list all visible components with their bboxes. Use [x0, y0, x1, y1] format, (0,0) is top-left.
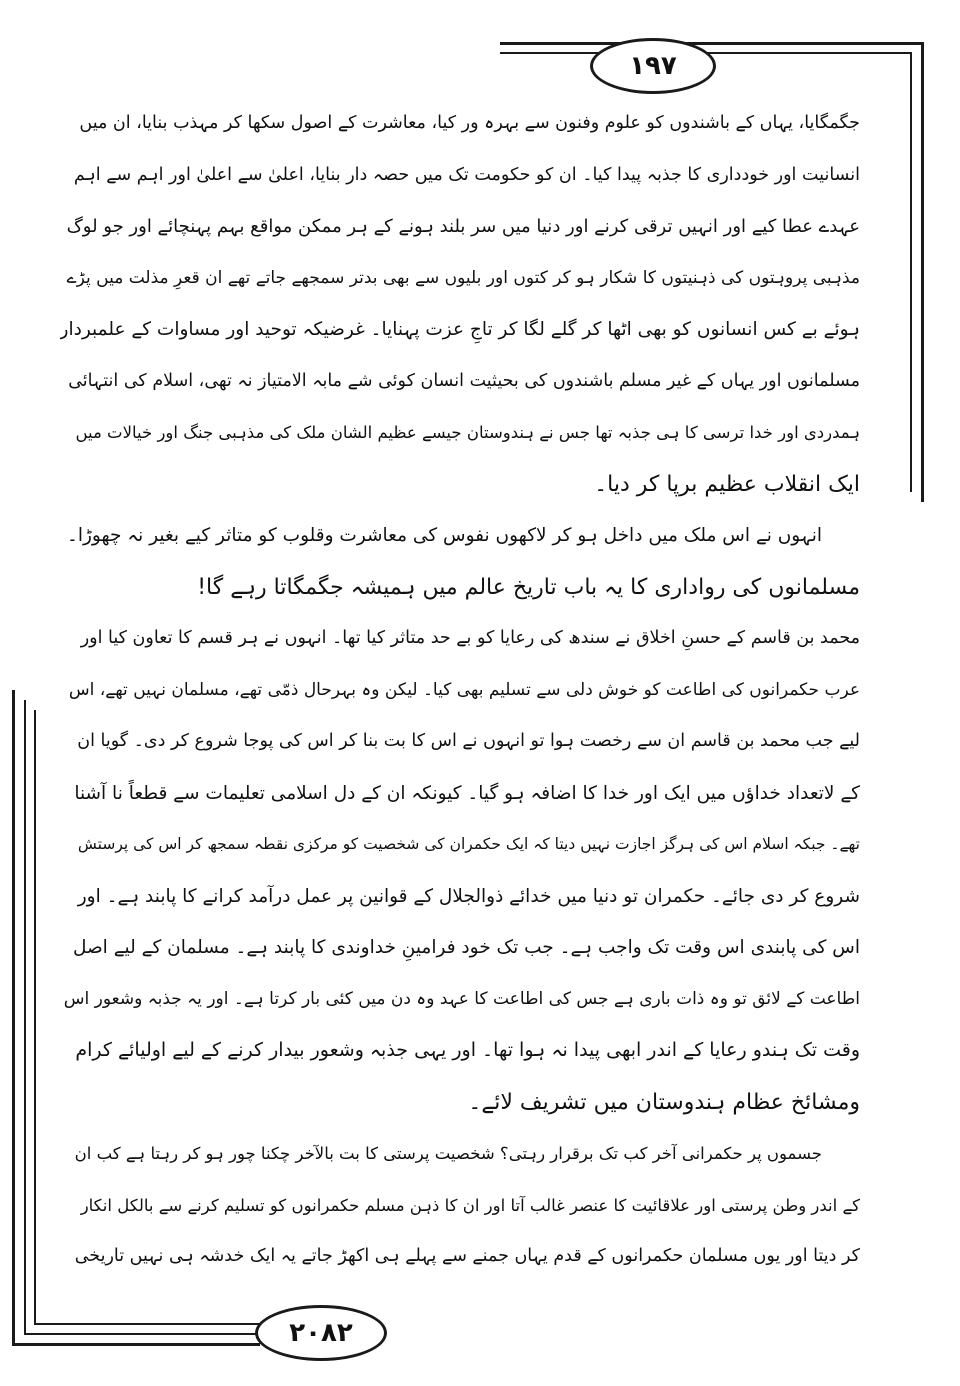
text-line: کے اندر وطن پرستی اور علاقائیت کا عنصر غالب آتا اور ان کا ذہن مسلم حکمرانوں کو تسلیم کرنے سے بالکل انکار — [80, 1195, 860, 1215]
bottom-border-rule-outer — [12, 1343, 260, 1346]
bottom-border-rule-third — [34, 1323, 260, 1325]
text-line: ایک انقلاب عظیم برپا کر دیا۔ — [594, 471, 860, 497]
right-border-rule-inner — [910, 52, 912, 492]
left-border-rule-inner — [24, 700, 26, 1335]
text-line: مسلمانوں اور یہاں کے غیر مسلم باشندوں کی بحیثیت انسان کوئی شے مابہ الامتیاز نہ تھی، اسلام کی انتہائی — [68, 370, 860, 391]
text-line: وقت تک ہندو رعایا کے اندر ابھی پیدا نہ ہوا تھا۔ اور یہی جذبہ وشعور بیدار کرنے کے لیے اولیائے کرام — [75, 1039, 860, 1061]
text-line: کر دیتا اور یوں مسلمان حکمرانوں کے قدم یہاں جمنے سے پہلے ہی اکھڑ جاتے یہ ایک خدشہ ہی نہیں تاریخی — [74, 1246, 860, 1266]
text-line: کے لاتعداد خداؤں میں ایک اور خدا کا اضافہ ہو گیا۔ کیونکہ ان کے دل اسلامی تعلیمات سے قطعاً نا آشنا — [74, 782, 860, 804]
text-line: ہوئے بے کس انسانوں کو بھی اٹھا کر گلے لگا کر تاجِ عزت پہنایا۔ غرضیکہ توحید اور مساوات کے علمبردار — [60, 319, 860, 340]
text-line: جسموں پر حکمرانی آخر کب تک برقرار رہتی؟ شخصیت پرستی کا بت بالآخر چکنا چور ہو کر رہتا ہے کب ان — [74, 1144, 822, 1163]
text-line: انسانیت اور خودداری کا جذبہ پیدا کیا۔ ان کو حکومت تک میں حصہ دار بنایا، اعلیٰ سے اعلیٰ اور اہم سے اہم — [73, 164, 860, 185]
header-page-number — [590, 38, 716, 94]
footer-page-number — [255, 1305, 387, 1361]
text-line: شروع کر دی جائے۔ حکمران تو دنیا میں خدائے ذوالجلال کے قوانین پر عمل درآمد کرانے کا پابند ہے۔ اور — [77, 885, 860, 907]
footer-page-number-text: ۲۰۸۲ — [289, 1318, 353, 1348]
text-line: انہوں نے اس ملک میں داخل ہو کر لاکھوں نفوس کی معاشرت وقلوب کو متاثر کیے بغیر نہ چھوڑا۔ — [67, 525, 822, 546]
header-page-number-text: ۱۹۷ — [629, 51, 677, 81]
text-line: تھے۔ جبکہ اسلام اس کی ہرگز اجازت نہیں دیتا کہ ایک حکمران کی شخصیت کو مرکزی نقطہ سمجھ کر اس کی پرستش — [77, 835, 860, 853]
right-border-rule-outer — [921, 42, 924, 502]
text-line: لیے جب محمد بن قاسم ان سے رخصت ہوا تو انہوں نے اس کا بت بنا کر اس کی پوجا شروع کر دی۔ گویا ان — [77, 731, 860, 751]
text-line: عرب حکمرانوں کی اطاعت کو خوش دلی سے تسلیم بھی کیا۔ لیکن وہ بہرحال ذمّی تھے، مسلمان نہیں تھے، اس — [68, 679, 860, 700]
left-border-rule-third — [34, 710, 36, 1325]
text-line: اس کی پابندی اس وقت تک واجب ہے۔ جب تک خود فرامینِ خداوندی کا پابند ہے۔ مسلمان کے لیے اصل — [72, 937, 860, 958]
text-line: اطاعت کے لائق تو وہ ذات باری ہے جس کی اطاعت کا عہد وہ دن میں کئی بار کرتا ہے۔ اور یہ جذبہ وشعور اس — [63, 988, 860, 1009]
text-line: ہمدردی اور خدا ترسی کا ہی جذبہ تھا جس نے ہندوستان جیسے عظیم الشان ملک کی مذہبی جنگ اور خیالات میں — [75, 423, 860, 442]
text-line: مسلمانوں کی رواداری کا یہ باب تاریخ عالم میں ہمیشہ جگمگاتا رہے گا! — [197, 574, 860, 600]
left-border-rule-outer — [12, 690, 15, 1345]
top-border-rule-outer — [500, 42, 923, 45]
text-line: ومشائخ عظام ہندوستان میں تشریف لائے۔ — [468, 1089, 860, 1115]
text-line: عہدے عطا کیے اور انہیں ترقی کرنے اور دنیا میں سر بلند ہونے کے ہر ممکن مواقع بہم پہنچائے اور جو لوگ — [66, 216, 860, 237]
body-text — [60, 98, 860, 1283]
text-line: محمد بن قاسم کے حسنِ اخلاق نے سندھ کی رعایا کو بے حد متاثر کیا تھا۔ انہوں نے ہر قسم کا تعاون کیا اور — [80, 628, 860, 648]
bottom-border-rule-inner — [24, 1333, 260, 1335]
text-line: جگمگایا، یہاں کے باشندوں کو علوم وفنون سے بہرہ ور کیا، معاشرت کے اصول سکھا کر مہذب بنایا، ان میں — [79, 113, 860, 133]
text-line: مذہبی پروہتوں کی ذہنیتوں کا شکار ہو کر کتوں اور بلیوں سے بھی بدتر سمجھے جاتے تھے ان قعرِ مذلت میں پڑے — [66, 267, 860, 288]
